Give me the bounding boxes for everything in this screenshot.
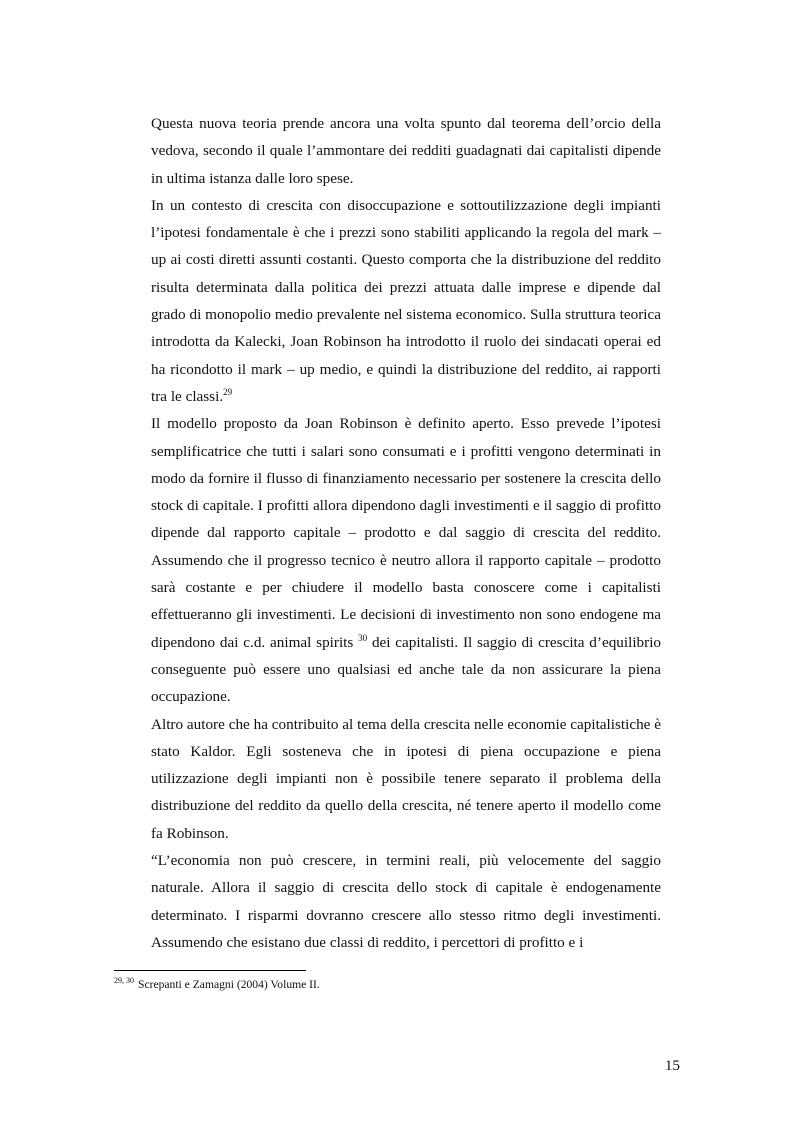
paragraph-3 (151, 410, 661, 710)
paragraph-3-text-a: Il modello proposto da Joan Robinson è definito aperto. Esso prevede l’ipotesi semplificatrice che tutti i salari sono consumati e i profitti vengono determinati in modo da fornire il flusso di finanziamento necessario per sostenere la crescita dello stock di capitale. I profitti allora dipendono dagli investimenti e il saggio di profitto dipende dal rapporto capitale – prodotto e dal saggio di crescita del reddito. Assumendo che il progresso tecnico è neutro allora il rapporto capitale – prodotto sarà costante e per chiudere il modello basta conoscere come i capitalisti effettueranno gli investimenti. Le decisioni di investimento non sono endogene ma dipendono dai c.d. animal spirits (151, 415, 661, 651)
footnote-ref-30: 30 (358, 632, 368, 643)
footnote-marker: 29, 30 (114, 976, 134, 985)
paragraph-5: “L’economia non può crescere, in termini reali, più velocemente del saggio naturale. Allora il saggio di crescita dello stock di capitale è endogenamente determinato. I risparmi dovranno crescere allo stesso ritmo degli investimenti. Assumendo che esistano due classi di reddito, i percettori di profitto e i (151, 852, 661, 951)
paragraph-2-text: In un contesto di crescita con disoccupazione e sottoutilizzazione degli impianti l’ipotesi fondamentale è che i prezzi sono stabiliti applicando la regola del mark – up ai costi diretti assunti costanti. Questo comporta che la distribuzione del reddito risulta determinata dalla politica dei prezzi attuata dalle imprese e dipende dal grado di monopolio medio prevalente nel sistema economico. Sulla struttura teorica introdotta da Kalecki, Joan Robinson ha introdotto il ruolo dei sindacati operai ed ha ricondotto il mark – up medio, e quindi la distribuzione del reddito, ai rapporti tra le classi. (151, 196, 661, 405)
page-number: 15 (664, 1057, 680, 1074)
footnote-separator (114, 970, 306, 971)
paragraph-4: Altro autore che ha contribuito al tema della crescita nelle economie capitalistiche è stato Kaldor. Egli sosteneva che in ipotesi di piena occupazione e piena utilizzazione degli impianti non è possibile tenere separato il problema della distribuzione del reddito da quello della crescita, né tenere aperto il modello come fa Robinson. (151, 715, 661, 842)
footnote (114, 977, 662, 993)
paragraph-3-text-b: dei capitalisti. Il saggio di crescita d’equilibrio conseguente può essere uno qualsiasi ed anche tale da non assicurare la piena occupazione. (151, 633, 662, 706)
paragraph-1: Questa nuova teoria prende ancora una volta spunto dal teorema dell’orcio della vedova, secondo il quale l’ammontare dei redditi guadagnati dai capitalisti dipende in ultima istanza dalle loro spese. (151, 115, 661, 187)
body-text (151, 110, 661, 956)
footnote-ref-29: 29 (223, 386, 233, 397)
paragraph-2 (151, 192, 661, 410)
footnote-text: Screpanti e Zamagni (2004) Volume II. (138, 978, 320, 991)
